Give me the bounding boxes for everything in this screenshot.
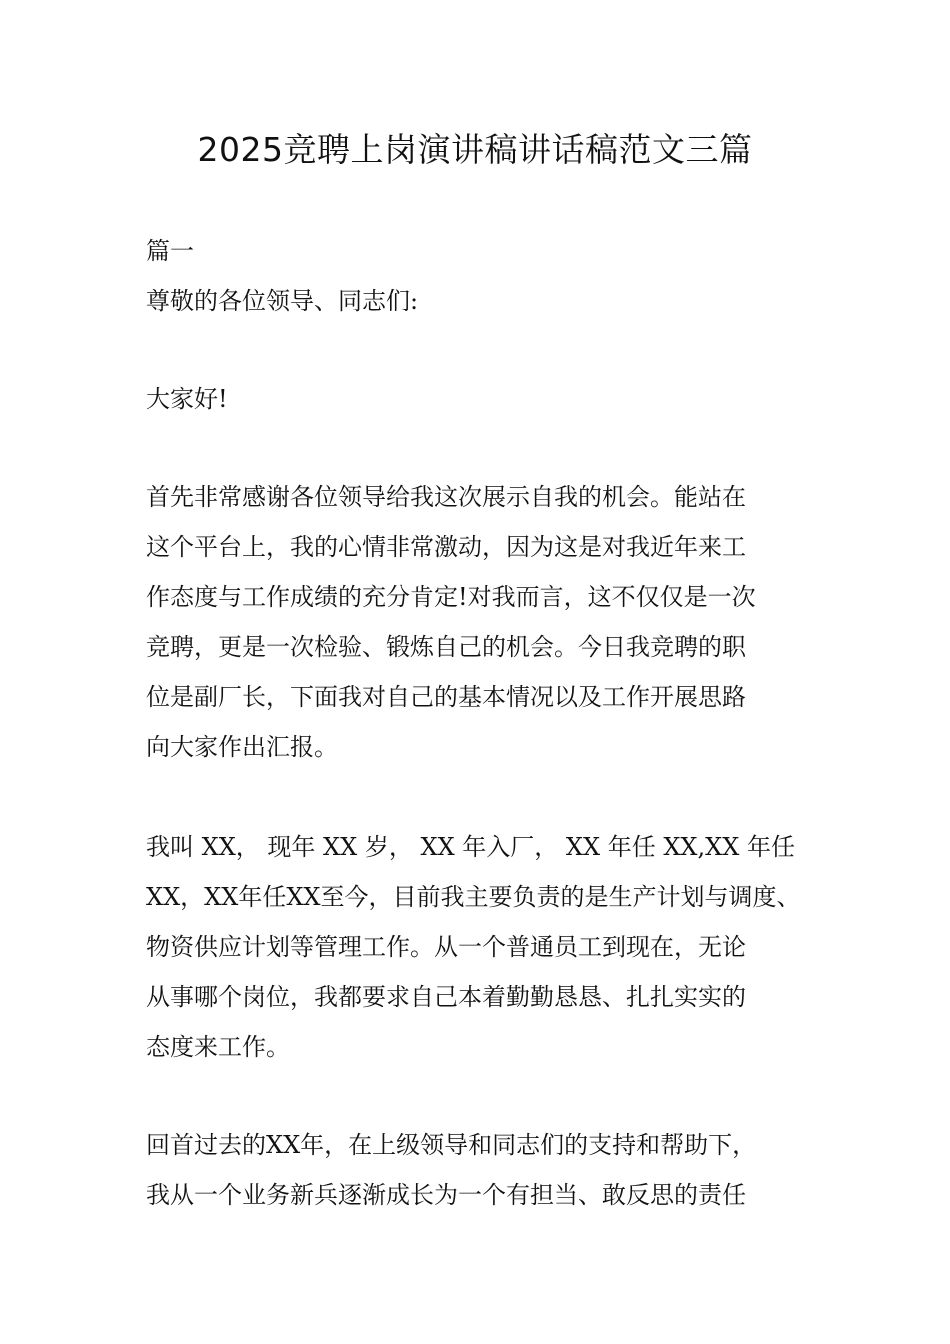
paragraph-line: 回首过去的XX年，在上级领导和同志们的支持和帮助下，: [146, 1131, 757, 1159]
paragraph-line: 我叫 XX， 现年 XX 岁， XX 年入厂， XX 年任 XX,XX 年任: [146, 833, 795, 861]
paragraph-line: 竞聘，更是一次检验、锻炼自己的机会。今日我竞聘的职: [146, 633, 746, 661]
paragraph-2: [146, 822, 816, 1072]
paragraph-3: [146, 1120, 816, 1220]
paragraph-line: 物资供应计划等管理工作。从一个普通员工到现在，无论: [146, 933, 746, 961]
paragraph-line: XX，XX年任XX至今，目前我主要负责的是生产计划与调度、: [146, 883, 801, 911]
salutation-text: 尊敬的各位领导、同志们:: [146, 287, 419, 315]
paragraph-line: 首先非常感谢各位领导给我这次展示自我的机会。能站在: [146, 483, 746, 511]
paragraph-line: 态度来工作。: [146, 1033, 290, 1061]
paragraph-line: 从事哪个岗位，我都要求自己本着勤勤恳恳、扎扎实实的: [146, 983, 746, 1011]
paragraph-line: 作态度与工作成绩的充分肯定!对我而言，这不仅仅是一次: [146, 583, 756, 611]
greeting: [146, 374, 816, 424]
section-heading-text: 篇一: [146, 237, 194, 265]
paragraph-1: [146, 472, 816, 772]
paragraph-line: 我从一个业务新兵逐渐成长为一个有担当、敢反思的责任: [146, 1181, 746, 1209]
paragraph-line: 这个平台上，我的心情非常激动，因为这是对我近年来工: [146, 533, 746, 561]
document-title: 2025竞聘上岗演讲稿讲话稿范文三篇: [197, 130, 753, 169]
paragraph-line: 向大家作出汇报。: [146, 733, 338, 761]
salutation: [146, 276, 816, 326]
section-heading: [146, 226, 816, 276]
greeting-text: 大家好!: [146, 385, 228, 413]
paragraph-line: 位是副厂长，下面我对自己的基本情况以及工作开展思路: [146, 683, 746, 711]
